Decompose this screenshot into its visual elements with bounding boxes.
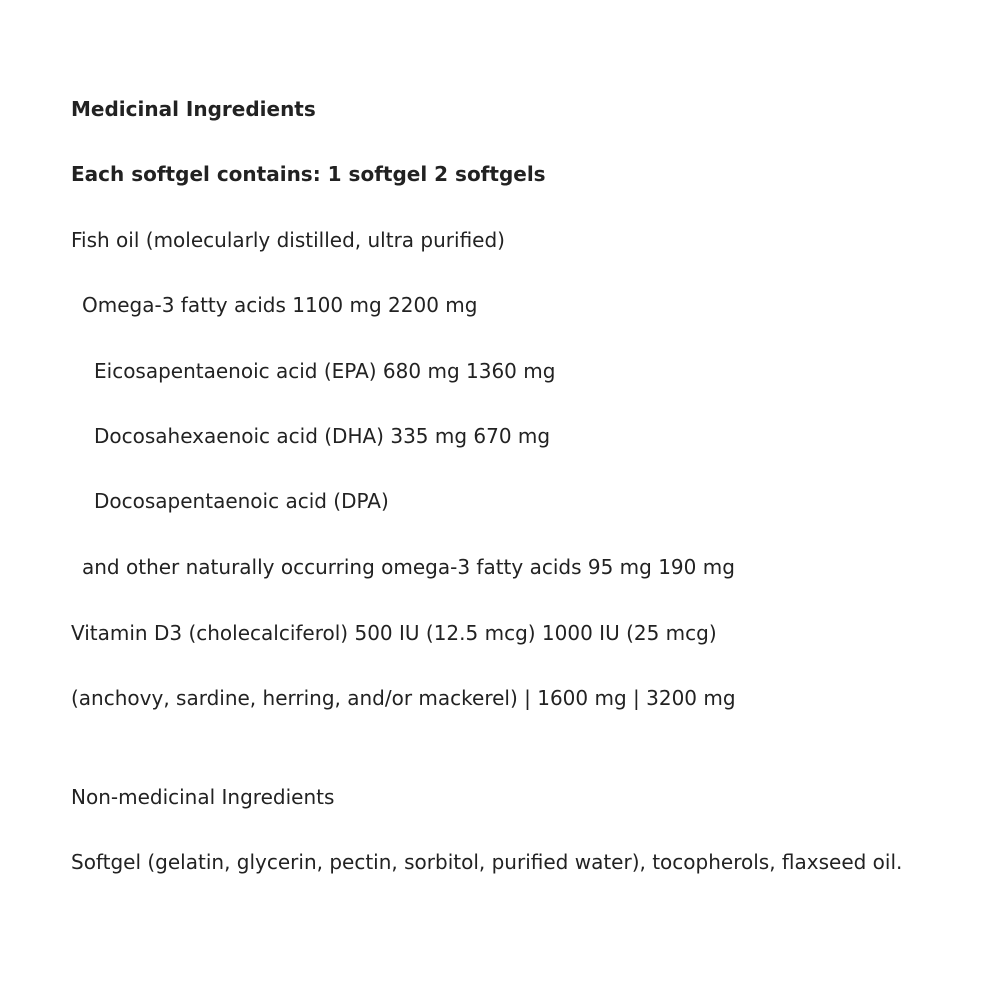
ingredient-epa: Eicosapentaenoic acid (EPA) 680 mg 1360 mg [94, 359, 556, 383]
ingredient-omega-3: Omega-3 fatty acids 1100 mg 2200 mg [82, 293, 478, 317]
non-medicinal-text: Softgel (gelatin, glycerin, pectin, sorbitol, purified water), tocopherols, flaxseed oil. [71, 850, 903, 874]
ingredient-fish-oil: Fish oil (molecularly distilled, ultra purified) [71, 228, 505, 252]
softgel-dose-heading: Each softgel contains: 1 softgel 2 softgels [71, 162, 546, 186]
medicinal-heading: Medicinal Ingredients [71, 97, 316, 121]
ingredient-vitamin-d3: Vitamin D3 (cholecalciferol) 500 IU (12.5 mcg) 1000 IU (25 mcg) [71, 621, 717, 645]
ingredient-other-omega-3: and other naturally occurring omega-3 fatty acids 95 mg 190 mg [82, 555, 735, 579]
non-medicinal-heading: Non-medicinal Ingredients [71, 785, 335, 809]
ingredient-fish-sources: (anchovy, sardine, herring, and/or mackerel) | 1600 mg | 3200 mg [71, 686, 736, 710]
ingredient-dha: Docosahexaenoic acid (DHA) 335 mg 670 mg [94, 424, 551, 448]
ingredient-dpa: Docosapentaenoic acid (DPA) [94, 489, 389, 513]
